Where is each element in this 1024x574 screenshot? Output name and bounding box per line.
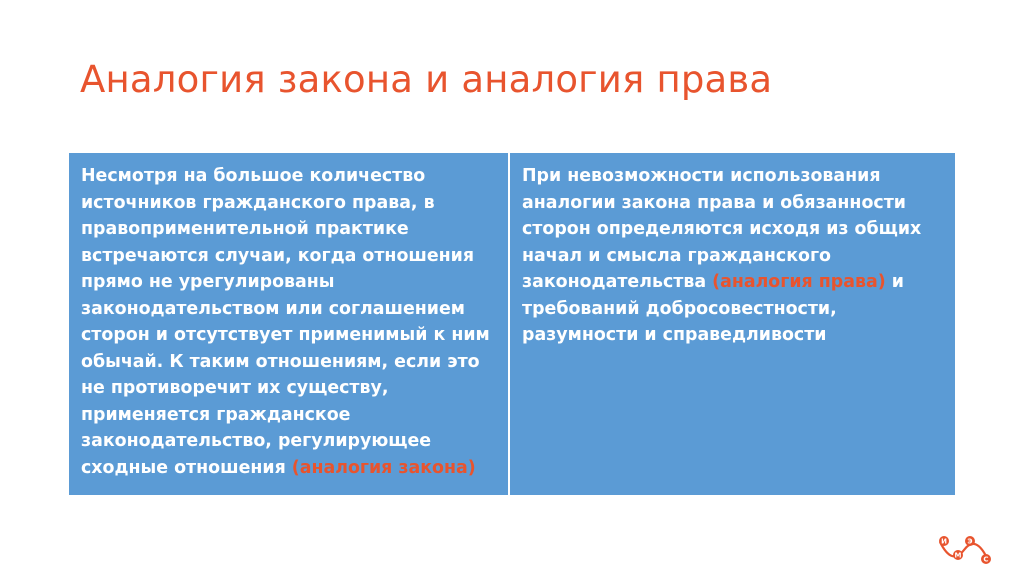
analogy-of-law-cell [69, 153, 510, 495]
analogy-of-right-text-end: и требований добросовестности, разумности и справедливости [522, 272, 904, 345]
comparison-table [68, 152, 956, 496]
logo-letter-3: Э [967, 537, 973, 546]
analogy-of-law-highlight: (аналогия закона) [291, 457, 476, 478]
logo-letter-1: И [941, 537, 947, 546]
logo-letter-4: С [983, 555, 989, 564]
logo-letter-2: М [954, 551, 962, 560]
analogy-of-right-text: При невозможности использования аналогии закона права и обязанности сторон определяются исходя из общих начал и смысла гражданского законодательства [522, 166, 922, 292]
imes-logo [936, 528, 996, 570]
slide-title: Аналогия закона и аналогия права [80, 58, 773, 101]
analogy-of-law-text: Несмотря на большое количество источников гражданского права, в правоприменительной практике встречаются случаи, когда отношения прямо не урегулированы законодательством или соглашением сторон и отсутствует применимый к ним обычай. К таким отношениям, если это не противоречит их существу, применяется гражданское законодательство, регулирующее сходные отношения [81, 166, 490, 478]
analogy-of-right-highlight: (аналогия права) [712, 272, 886, 292]
analogy-of-right-cell [510, 153, 955, 495]
